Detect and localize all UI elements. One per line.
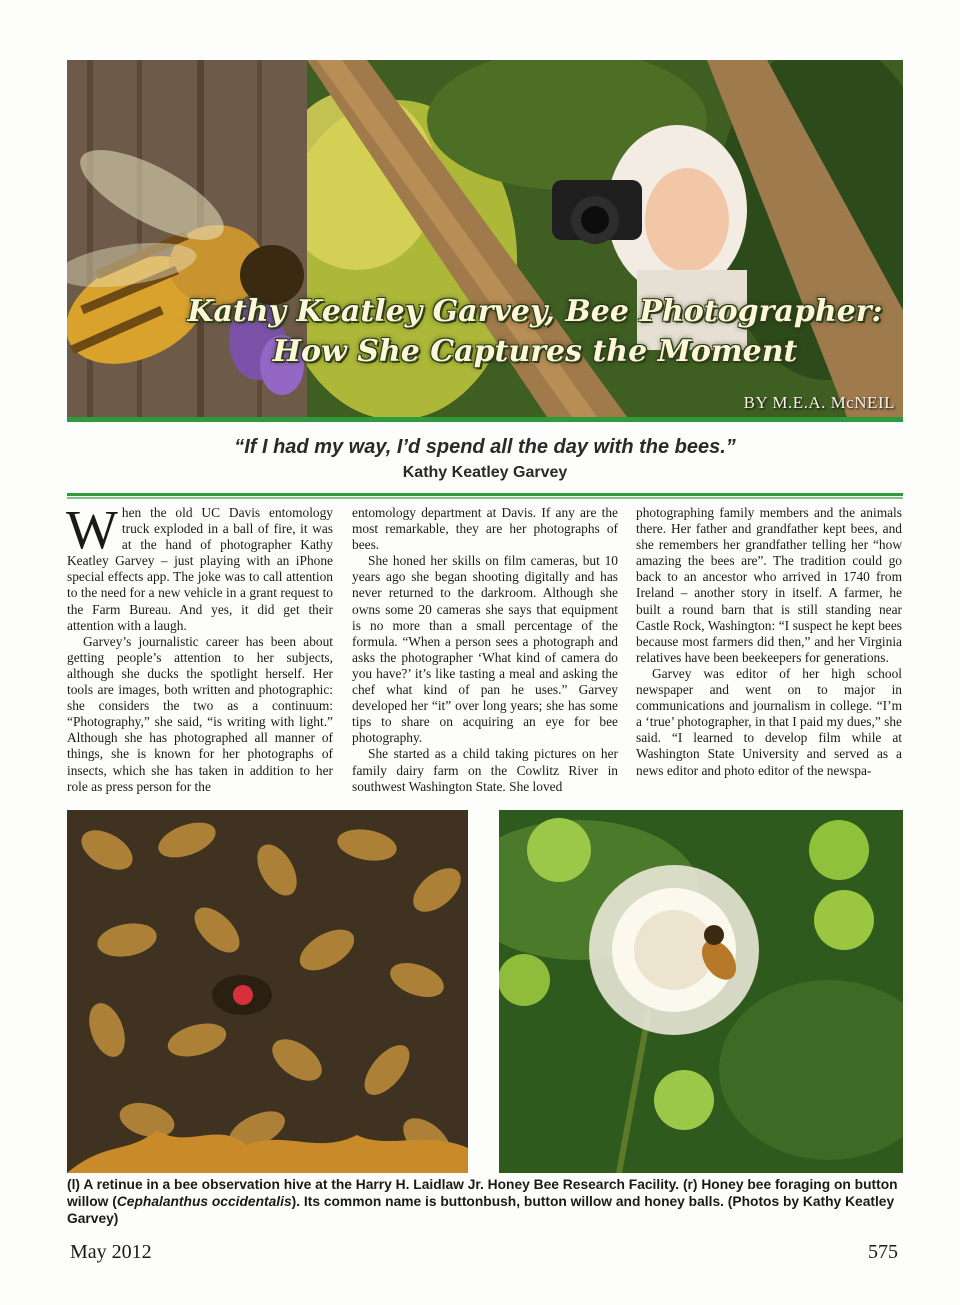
paragraph: photographing family members and the animals there. Her father and grandfather kept bees, and she remembers her grandfather telling her “how amazing the bees are”. The tradition could go back to an ancestor who arrived in 1740 from Ireland – another story in itself. A farmer, he built a round barn that is still standing near Castle Rock, Washington: “I suspect he kept bees because most farmers did then,” and her Virginia relatives have been beekeepers for generations. <box>636 505 902 665</box>
photo-bee-on-button-willow <box>499 810 903 1173</box>
article-column-3 <box>636 505 902 779</box>
article-column-2 <box>352 505 618 795</box>
article-column-1 <box>66 499 333 795</box>
paragraph: Garvey’s journalistic career has been about getting people’s attention to her subjects, although she ducks the spotlight herself. Her tools are images, both written and photographic: she considers the two as a continuum: “Photography,” she said, “is writing with light.” Although she has photographed all manner of things, she is known for her photographs of insects, which she has taken in addition to her role as press person for the <box>67 633 333 794</box>
drop-cap: W <box>66 499 118 560</box>
paragraph: When the old UC Davis entomology truck exploded in a ball of fire, it was at the hand of photographer Kathy Keatley Garvey – just playing with an iPhone special effects app. The joke was to call attention to the need for a new vehicle in a grant request to the Farm Bureau. And yes, it did get their attention with a laugh. <box>66 499 333 633</box>
paragraph: entomology department at Davis. If any are the most remarkable, they are her photographs of bees. <box>352 505 618 553</box>
photo-caption: (l) A retinue in a bee observation hive at the Harry H. Laidlaw Jr. Honey Bee Research Facility. (r) Honey bee foraging on button willow (Cephalanthus occidentalis). Its common name is buttonbush, button willow and honey balls. (Photos by Kathy Keatley Garvey) <box>67 1177 898 1226</box>
article-title-line-1: Kathy Keatley Garvey, Bee Photographer: <box>187 294 883 329</box>
divider-above-article <box>67 493 903 496</box>
paragraph: She honed her skills on film cameras, but 10 years ago she began shooting digitally and has never returned to the darkroom. Although she owns some 20 cameras she says that equipment is no more than a small percentage of the formula. “When a person sees a photograph and asks the photographer ‘What kind of camera do you have?’ it’s like tasting a meal and asking the chef what kind of pan he uses.” Garvey developed her “it” over long years; she has some tips to share on acquiring an eye for bee photography. <box>352 553 618 746</box>
issue-date: May 2012 <box>70 1241 152 1263</box>
byline: BY M.E.A. McNEIL <box>743 393 895 412</box>
divider-under-hero <box>67 417 903 422</box>
divider-above-article-thin <box>67 497 903 499</box>
pull-quote: “If I had my way, I’d spend all the day with the bees.” <box>234 436 736 458</box>
article-title-line-2: How She Captures the Moment <box>272 334 798 369</box>
page-number: 575 <box>868 1241 898 1263</box>
species-name: Cephalanthus occidentalis <box>116 1194 292 1209</box>
paragraph: Garvey was editor of her high school newspaper and went on to major in communications and journalism in college. “I’m a ‘true’ photographer, in that I paid my dues,” she said. “I learned to develop film while at Washington State University and served as a news editor and photo editor of the newspa- <box>636 665 902 778</box>
hero-image <box>67 60 903 417</box>
paragraph: She started as a child taking pictures on her family dairy farm on the Cowlitz River in southwest Washington State. She loved <box>352 746 618 794</box>
pull-quote-author: Kathy Keatley Garvey <box>402 464 568 481</box>
article-title <box>167 292 903 372</box>
photo-bee-observation-hive <box>67 810 468 1173</box>
